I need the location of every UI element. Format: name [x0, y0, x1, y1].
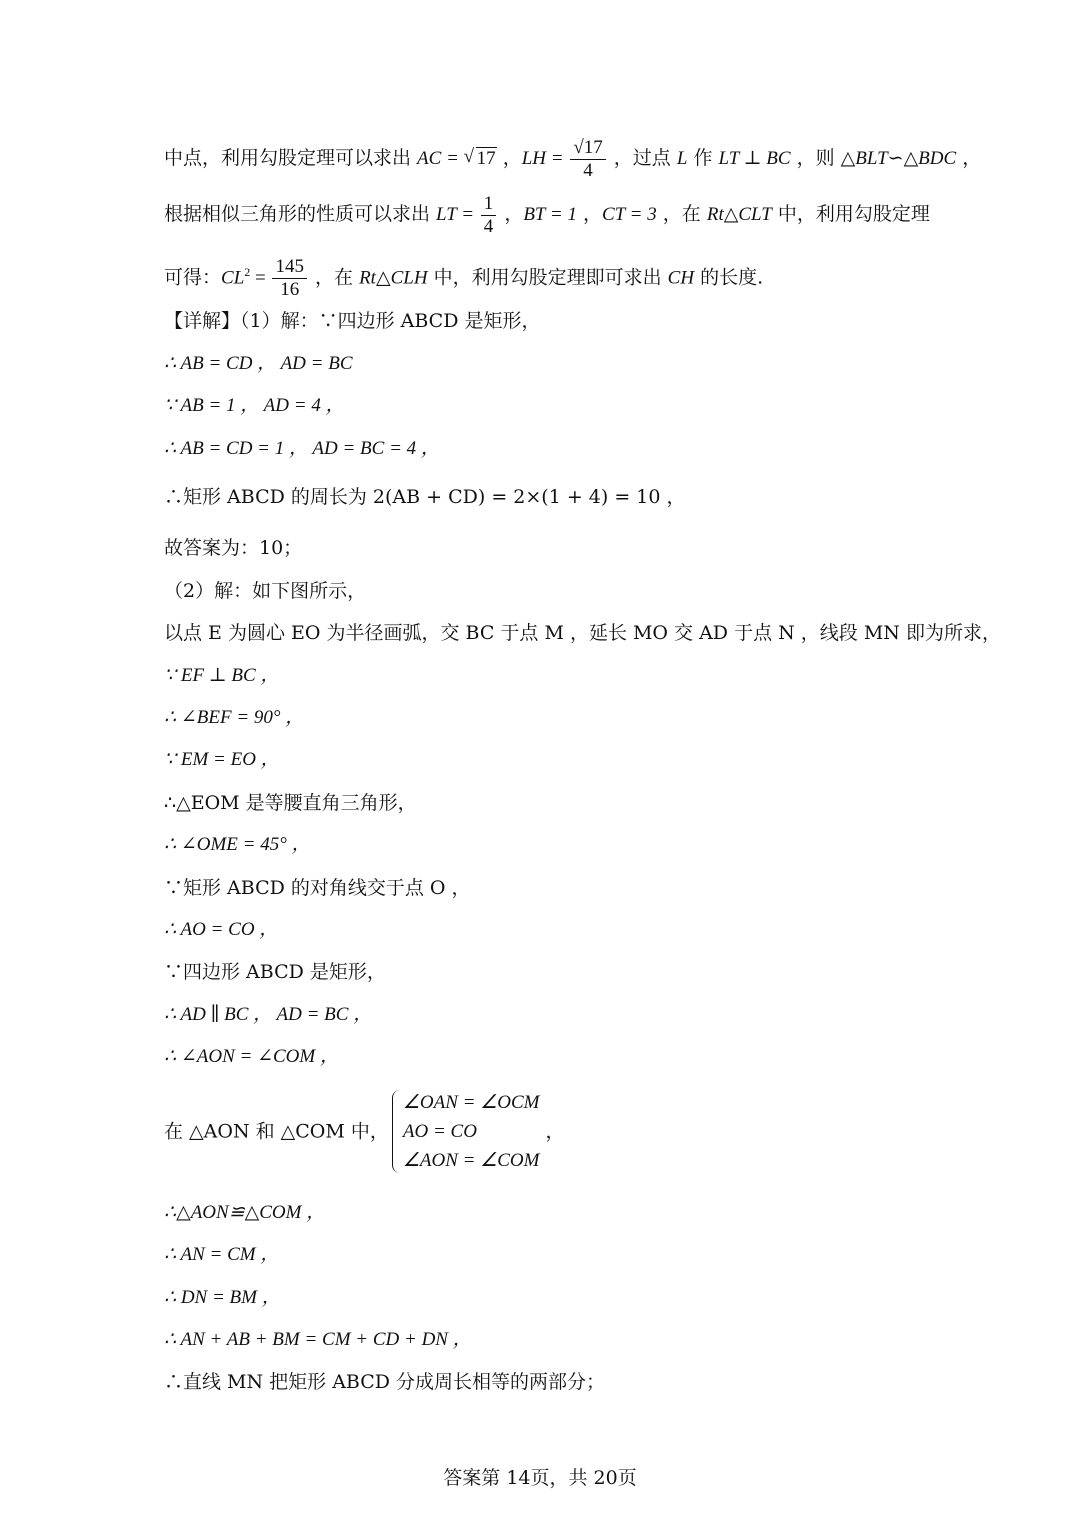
text-line-14: ∵ EM = EO ， — [164, 749, 280, 770]
system-equation: ∠OAN = ∠OCM — [402, 1092, 540, 1113]
text-line-18: ∴ AO = CO ， — [164, 919, 279, 940]
math-expression: Rt△CLH — [359, 267, 428, 289]
math-operator: = — [250, 267, 271, 289]
fraction-denominator: 4 — [483, 215, 494, 237]
text-segment: ， — [539, 1120, 565, 1143]
system-equation: ∠AON = ∠COM — [402, 1150, 540, 1171]
text-segment: 在 △AON 和 △COM 中， — [164, 1120, 389, 1143]
fraction-numerator: √17 — [570, 137, 605, 160]
math-expression: △BLT∽△BDC — [840, 148, 957, 169]
text-line-12: ∵ EF ⊥ BC ， — [164, 665, 280, 686]
text-segment: 的长度. — [694, 266, 764, 289]
text-segment: 可得： — [164, 266, 222, 289]
text-line-20: ∴ AD ∥ BC ， AD = BC ， — [164, 1004, 373, 1025]
fraction — [570, 137, 605, 182]
text-line-13: ∴ ∠BEF = 90° ， — [164, 707, 305, 728]
page-footer: 答案第 14页，共 20页 — [443, 1467, 637, 1489]
math-expression: L — [676, 148, 688, 169]
text-line-22 — [164, 1088, 565, 1175]
math-expression: Rt△CLT — [706, 204, 772, 225]
math-expression: CH — [667, 267, 695, 289]
text-line-6: ∵ AB = 1 ， AD = 4 ， — [164, 395, 345, 416]
text-line-16: ∴ ∠OME = 45° ， — [164, 834, 311, 855]
text-line-19: ∵四边形 ABCD 是矩形， — [164, 961, 386, 983]
fraction-numerator: 1 — [481, 193, 497, 216]
text-line-15: ∴△EOM 是等腰直角三角形， — [164, 792, 417, 814]
fraction-denominator: 4 — [583, 159, 593, 181]
math-expression: LT = — [436, 204, 479, 225]
text-line-4: 【详解】（1）解：∵四边形 ABCD 是矩形， — [164, 310, 541, 332]
text-line-27: ∴直线 MN 把矩形 ABCD 分成周长相等的两部分； — [164, 1371, 606, 1393]
math-expression: LT ⊥ BC — [718, 148, 791, 169]
text-segment: ，在 — [308, 266, 360, 289]
text-line-3 — [164, 242, 763, 308]
text-line-1 — [164, 128, 981, 189]
text-segment: ， — [496, 147, 522, 169]
fraction — [272, 256, 307, 301]
text-line-9: 故答案为：10； — [164, 537, 303, 559]
text-segment: ，在 — [656, 203, 707, 225]
math-expression: CT = 3 — [602, 204, 657, 225]
text-segment: 中，利用勾股定理即可求出 — [427, 266, 668, 289]
math-expression: BT = 1 — [523, 204, 577, 225]
text-line-24: ∴ AN = CM ， — [164, 1244, 280, 1265]
radicand: 17 — [476, 148, 496, 169]
text-segment: ， — [498, 203, 524, 225]
fraction-denominator: 16 — [280, 278, 300, 300]
text-segment: ， — [956, 147, 982, 169]
exponent: 2 — [244, 265, 251, 279]
text-line-11: 以点 E 为圆心 EO 为半径画弧，交 BC 于点 M ，延长 MO 交 AD 于点 N ，线段 MN 即为所求， — [164, 622, 1001, 644]
math-expression: CL — [221, 267, 245, 289]
text-segment: 作 — [687, 147, 719, 169]
text-segment: ，则 — [790, 147, 841, 169]
text-line-8: ∴矩形 ABCD 的周长为 2(AB + CD) = 2×(1 + 4) = 10 ， — [164, 486, 686, 508]
equation-system — [389, 1088, 540, 1175]
text-segment: ， — [576, 203, 603, 225]
text-segment: 中，利用勾股定理 — [771, 203, 930, 225]
text-line-17: ∵矩形 ABCD 的对角线交于点 O ， — [164, 877, 471, 899]
fraction — [481, 193, 497, 238]
text-segment: 根据相似三角形的性质可以求出 — [164, 203, 437, 225]
text-line-25: ∴ DN = BM ， — [164, 1287, 281, 1308]
square-root — [464, 129, 497, 189]
math-expression: LH = — [521, 148, 569, 169]
text-line-5: ∴ AB = CD ， AD = BC — [164, 353, 353, 374]
text-line-2 — [164, 184, 930, 245]
fraction-numerator: 145 — [272, 256, 307, 279]
text-line-21: ∴ ∠AON = ∠COM ， — [164, 1046, 339, 1067]
text-segment: 中点，利用勾股定理可以求出 — [164, 147, 418, 169]
text-line-7: ∴ AB = CD = 1 ， AD = BC = 4 ， — [164, 438, 440, 459]
math-expression: AC = — [417, 148, 464, 169]
text-line-23: ∴△AON≌△COM ， — [164, 1202, 326, 1223]
text-line-26: ∴ AN + AB + BM = CM + CD + DN ， — [164, 1329, 472, 1350]
text-segment: ，过点 — [607, 147, 677, 169]
system-equation: AO = CO — [402, 1121, 477, 1142]
text-line-10: （2）解：如下图所示， — [164, 580, 367, 602]
